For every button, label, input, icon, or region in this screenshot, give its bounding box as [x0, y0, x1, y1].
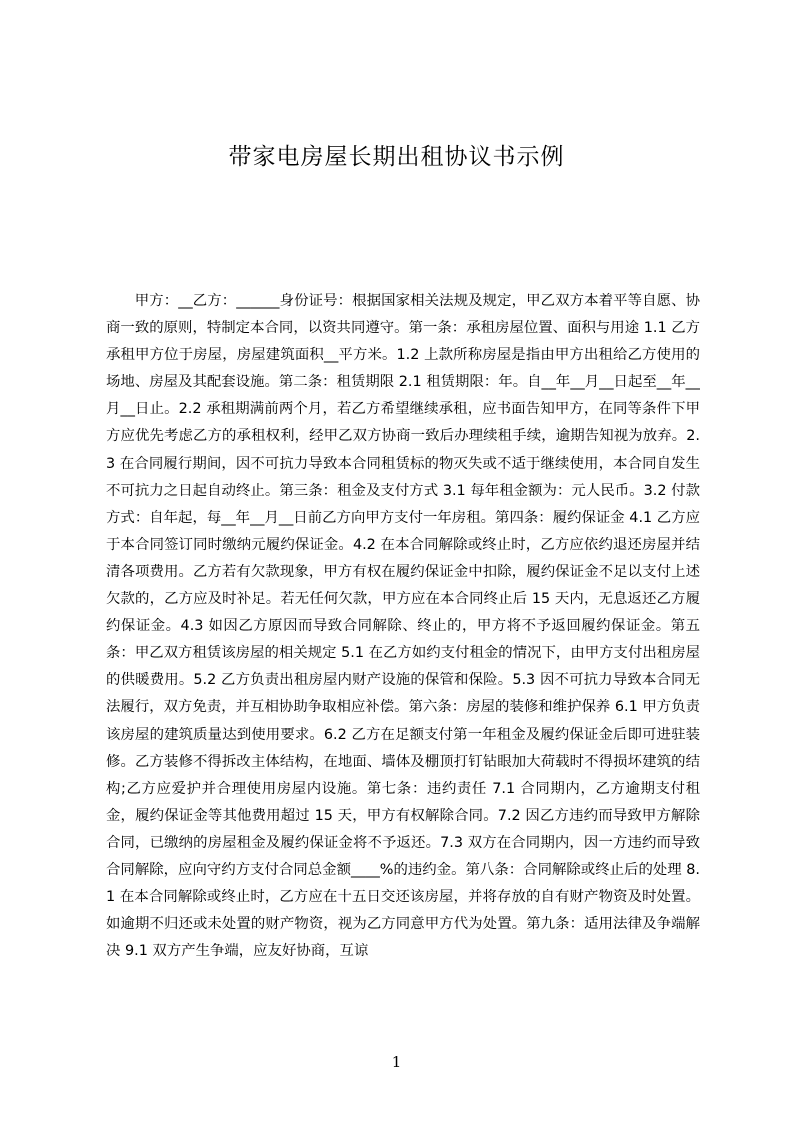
page-number: 1	[391, 1053, 402, 1071]
document-title: 带家电房屋长期出租协议书示例	[228, 144, 565, 170]
contract-body-text: 甲方：__乙方：______身份证号：根据国家相关法规及规定，甲乙双方本着平等自愿、协商一致的原则，特制定本合同，以资共同遵守。第一条：承租房屋位置、面积与用途 1.1 乙方承租甲方位于房屋，房屋建筑面积__平方米。1.2 上款所称房屋是指由甲方出租给乙方使用的场地、房屋及其配套设施。第二条：租赁期限 2.1 租赁期限：年。自__年__月__日起至__年__月__日止。2.2 承租期满前两个月，若乙方希望继续承租，应书面告知甲方，在同等条件下甲方应优先考虑乙方的承租权利，经甲乙双方协商一致后办理续租手续，逾期告知视为放弃。2.3 在合同履行期间，因不可抗力导致本合同租赁标的物灭失或不适于继续使用，本合同自发生不可抗力之日起自动终止。第三条：租金及支付方式 3.1 每年租金额为：元人民币。3.2 付款方式：自年起，每__年__月__日前乙方向甲方支付一年房租。第四条：履约保证金 4.1 乙方应于本合同签订同时缴纳元履约保证金。4.2 在本合同解除或终止时，乙方应依约退还房屋并结清各项费用。乙方若有欠款现象，甲方有权在履约保证金中扣除，履约保证金不足以支付上述欠款的，乙方应及时补足。若无任何欠款，甲方应在本合同终止后 15 天内，无息返还乙方履约保证金。4.3 如因乙方原因而导致合同解除、终止的，甲方将不予返回履约保证金。第五条：甲乙双方租赁该房屋的相关规定 5.1 在乙方如约支付租金的情况下，由甲方支付出租房屋的供暖费用。5.2 乙方负责出租房屋内财产设施的保管和保险。5.3 因不可抗力导致本合同无法履行，双方免责，并互相协助争取相应补偿。第六条：房屋的装修和维护保养 6.1 甲方负责该房屋的建筑质量达到使用要求。6.2 乙方在足额支付第一年租金及履约保证金后即可进驻装修。乙方装修不得拆改主体结构，在地面、墙体及棚顶打钉钻眼加大荷载时不得损坏建筑的结构;乙方应爱护并合理使用房屋内设施。第七条：违约责任 7.1 合同期内，乙方逾期支付租金，履约保证金等其他费用超过 15 天，甲方有权解除合同。7.2 因乙方违约而导致甲方解除合同，已缴纳的房屋租金及履约保证金将不予返还。7.3 双方在合同期内，因一方违约而导致合同解除，应向守约方支付合同总金额____%的违约金。第八条：合同解除或终止后的处理 8.1 在本合同解除或终止时，乙方应在十五日交还该房屋，并将存放的自有财产物资及时处置。如逾期不归还或未处置的财产物资，视为乙方同意甲方代为处置。第九条：适用法律及争端解决 9.1 双方产生争端，应友好协商，互谅	[106, 293, 700, 960]
